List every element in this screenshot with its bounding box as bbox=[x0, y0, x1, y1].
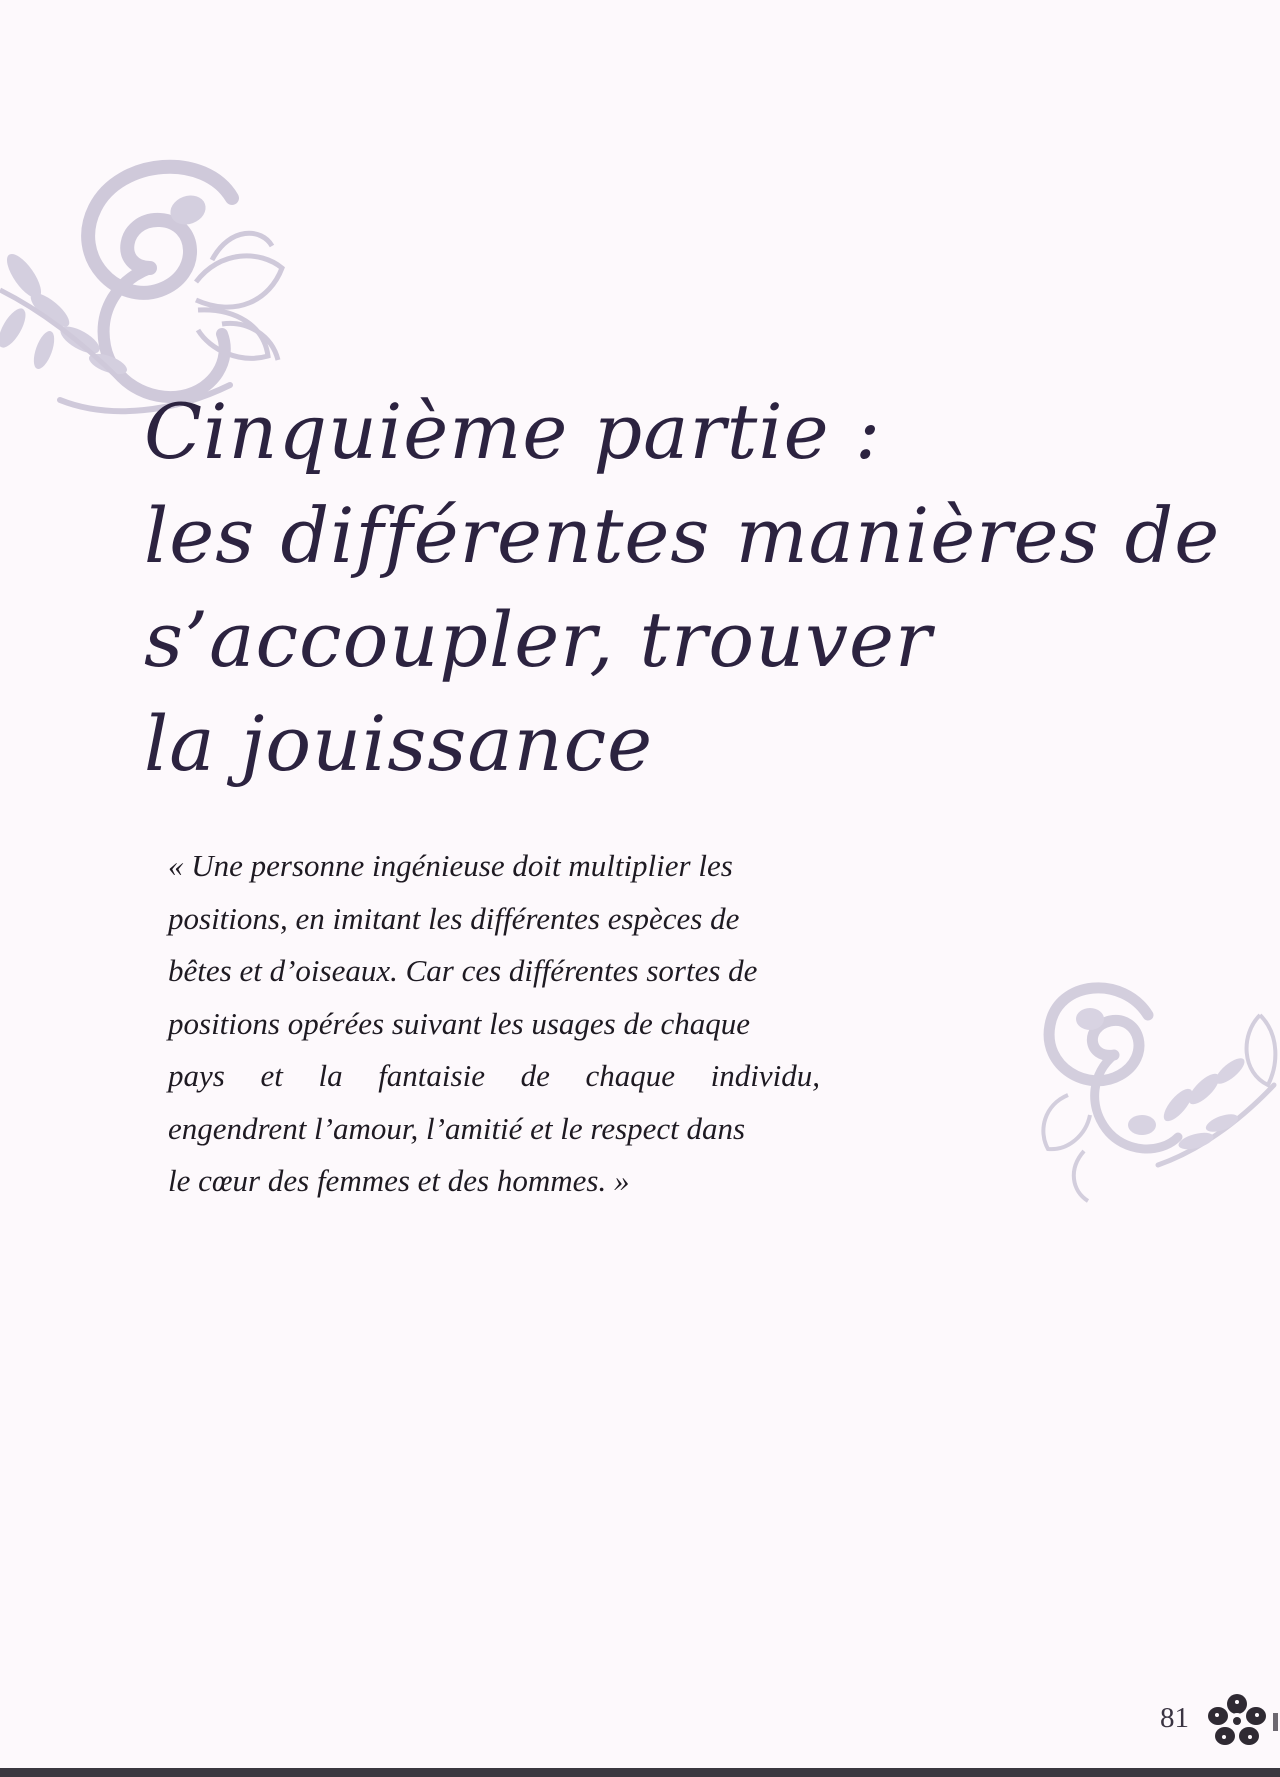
chapter-title-line: la jouissance bbox=[144, 699, 654, 788]
chapter-title-line: s’accoupler, trouver bbox=[144, 595, 933, 684]
edge-mark bbox=[1273, 1713, 1278, 1731]
quote-line: positions opérées suivant les usages de chaque bbox=[168, 1005, 751, 1041]
chapter-title-line: les différentes manières de bbox=[144, 491, 1221, 580]
page-number: 81 bbox=[1160, 1702, 1189, 1734]
chapter-title-line: Cinquième partie : bbox=[144, 387, 882, 476]
quote-line: pays et la fantaisie de chaque individu, bbox=[168, 1058, 820, 1093]
quote-line: « Une personne ingénieuse doit multiplier les bbox=[168, 848, 733, 883]
floral-swirl-ornament-right bbox=[1028, 955, 1280, 1210]
chapter-title bbox=[144, 380, 1221, 796]
quote-line: le cœur des femmes et des hommes. » bbox=[168, 1163, 630, 1198]
quote-line: engendrent l’amour, l’amitié et le respect dans bbox=[168, 1110, 746, 1146]
quote-line: bêtes et d’oiseaux. Car ces différentes sortes de bbox=[168, 953, 758, 988]
scan-bottom-edge bbox=[0, 1768, 1280, 1777]
epigraph-quote bbox=[168, 840, 820, 1208]
flower-icon bbox=[1205, 1693, 1269, 1747]
quote-line: positions, en imitant les différentes espèces de bbox=[168, 900, 740, 936]
